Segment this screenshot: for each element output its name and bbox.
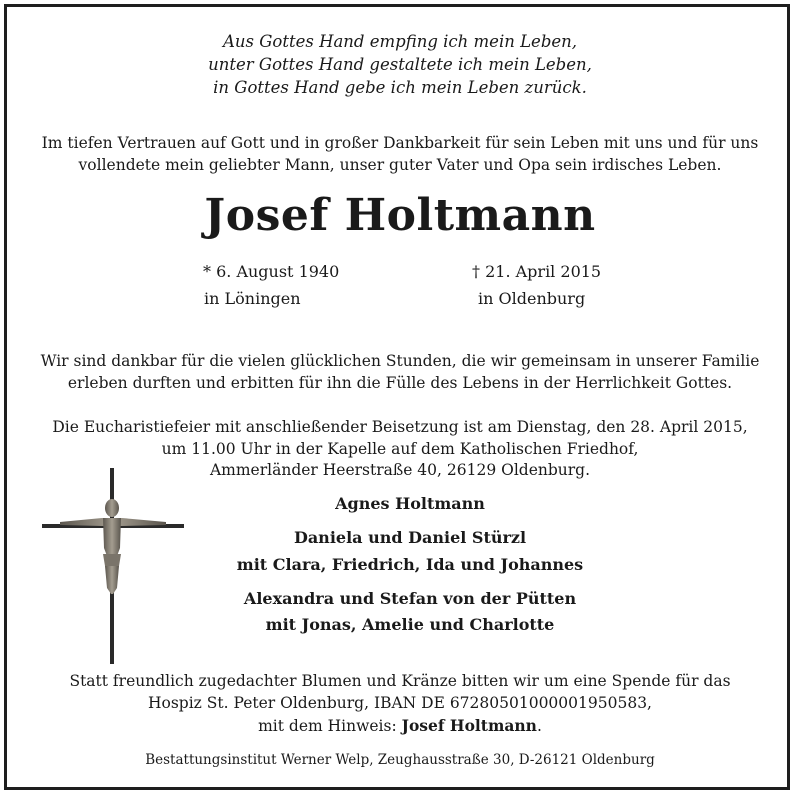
donation-hint-label: mit dem Hinweis: bbox=[258, 717, 402, 735]
donation-hint-end: . bbox=[536, 717, 542, 735]
death-date: † 21. April 2015 bbox=[472, 262, 602, 281]
funeral-line-2: um 11.00 Uhr in der Kapelle auf dem Katholischen Friedhof, bbox=[161, 440, 639, 458]
death-place: in Oldenburg bbox=[478, 289, 586, 308]
donation-line-1: Statt freundlich zugedachter Blumen und Kränze bitten wir um eine Spende für das bbox=[69, 672, 731, 690]
motto-line-2: unter Gottes Hand gestaltete ich mein Leben, bbox=[208, 55, 592, 74]
funeral-line-3: Ammerländer Heerstraße 40, 26129 Oldenburg. bbox=[209, 461, 591, 479]
motto-line-1: Aus Gottes Hand empfing ich mein Leben, bbox=[222, 32, 578, 51]
donation-hint-name: Josef Holtmann bbox=[401, 716, 537, 735]
birth-date: * 6. August 1940 bbox=[203, 262, 340, 281]
intro-line-2: vollendete mein geliebter Mann, unser guter Vater und Opa sein irdisches Leben. bbox=[78, 156, 722, 174]
family-member-3: Alexandra und Stefan von der Pütten bbox=[243, 589, 577, 608]
donation-line-3 bbox=[0, 716, 800, 735]
deceased-name: Josef Holtmann bbox=[204, 190, 596, 241]
gratitude-line-2: erleben durften und erbitten für ihn die Fülle des Lebens in der Herrlichkeit Gottes. bbox=[67, 374, 733, 392]
family-member-1: Agnes Holtmann bbox=[335, 494, 485, 513]
crucifix-icon bbox=[40, 466, 185, 666]
motto-line-3: in Gottes Hand gebe ich mein Leben zurück. bbox=[213, 78, 587, 97]
donation-line-2: Hospiz St. Peter Oldenburg, IBAN DE 67280501000001950583, bbox=[148, 694, 652, 712]
undertaker-info: Bestattungsinstitut Werner Welp, Zeughausstraße 30, D-26121 Oldenburg bbox=[145, 752, 655, 768]
birth-place: in Löningen bbox=[204, 289, 301, 308]
family-member-2: Daniela und Daniel Stürzl bbox=[293, 528, 527, 547]
family-member-3-children: mit Jonas, Amelie und Charlotte bbox=[265, 615, 555, 634]
funeral-line-1: Die Eucharistiefeier mit anschließender Beisetzung ist am Dienstag, den 28. April 2015, bbox=[52, 418, 748, 436]
intro-line-1: Im tiefen Vertrauen auf Gott und in großer Dankbarkeit für sein Leben mit uns und für uns bbox=[41, 134, 759, 152]
family-member-2-children: mit Clara, Friedrich, Ida und Johannes bbox=[236, 555, 584, 574]
gratitude-line-1: Wir sind dankbar für die vielen glücklichen Stunden, die wir gemeinsam in unserer Familie bbox=[40, 352, 760, 370]
